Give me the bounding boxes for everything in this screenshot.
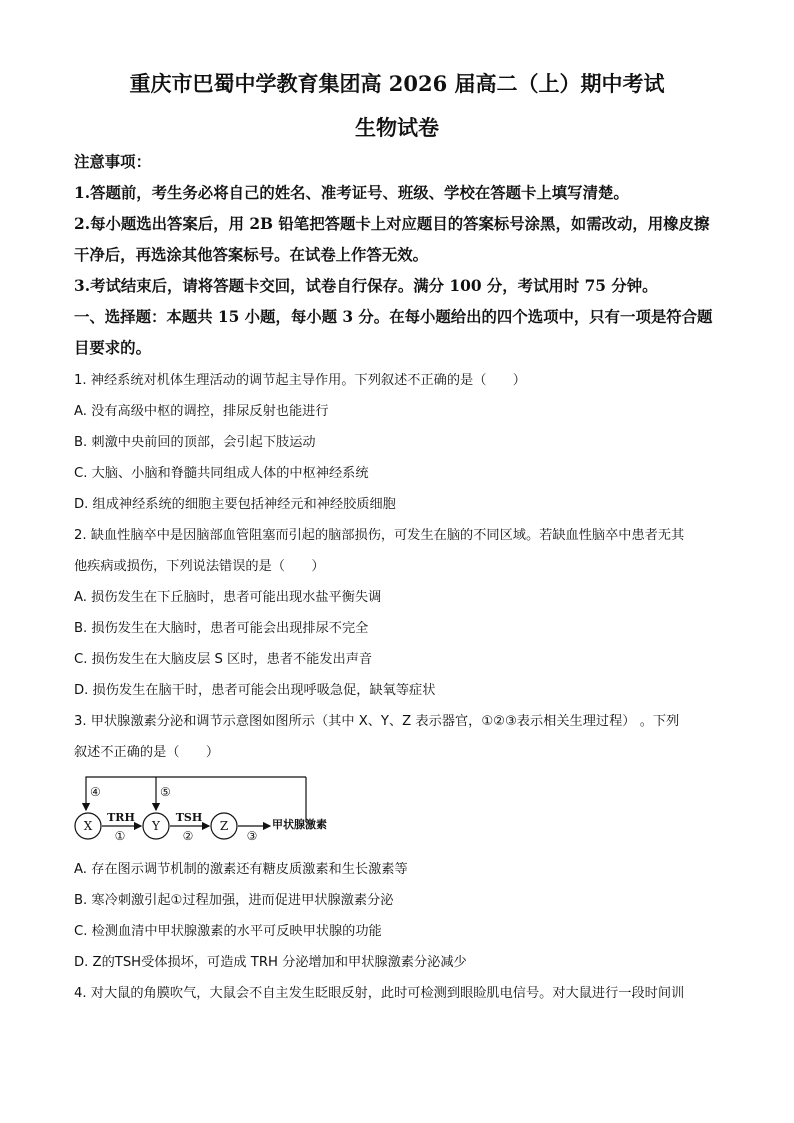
step-3-label: ③	[246, 829, 258, 843]
q4-stem-line-1: 4. 对大鼠的角膜吹气，大鼠会不自主发生眨眼反射，此时可检测到眼睑肌电信号。对大鼠进行一段时间训	[74, 986, 685, 1001]
q2-option-b: B. 损伤发生在大脑时，患者可能会出现排尿不完全	[74, 621, 369, 636]
q1-option-c: C. 大脑、小脑和脊髓共同组成人体的中枢神经系统	[74, 466, 369, 481]
q2-option-a: A. 损伤发生在下丘脑时，患者可能出现水盐平衡失调	[74, 590, 382, 605]
q2-option-c: C. 损伤发生在大脑皮层 S 区时，患者不能发出声音	[74, 652, 373, 667]
q1-option-a: A. 没有高级中枢的调控，排尿反射也能进行	[74, 404, 329, 419]
notice-item-2-line-2: 干净后，再选涂其他答案标号。在试卷上作答无效。	[74, 246, 428, 264]
thyroid-hormone-label: 甲状腺激素	[272, 818, 327, 831]
q2-option-d: D. 损伤发生在脑干时，患者可能会出现呼吸急促，缺氧等症状	[74, 683, 436, 698]
node-x-label: X	[83, 819, 93, 833]
notice-item-2-line-1: 2.每小题选出答案后，用 2B 铅笔把答题卡上对应题目的答案标号涂黑，如需改动，用橡皮擦	[74, 215, 710, 233]
section-1-heading-line-1: 一、选择题：本题共 15 小题，每小题 3 分。在每小题给出的四个选项中，只有一项是符合题	[74, 308, 713, 326]
q3-option-d: D. Z的TSH受体损坏，可造成 TRH 分泌增加和甲状腺激素分泌减少	[74, 955, 467, 970]
step-5-label: ⑤	[160, 785, 171, 799]
q1-option-d: D. 组成神经系统的细胞主要包括神经元和神经胶质细胞	[74, 497, 396, 512]
step-1-label: ①	[114, 829, 126, 843]
trh-label: TRH	[107, 811, 135, 824]
q1-option-b: B. 刺激中央前回的顶部，会引起下肢运动	[74, 435, 316, 450]
q1-stem: 1. 神经系统对机体生理活动的调节起主导作用。下列叙述不正确的是（ ）	[74, 373, 526, 388]
notice-item-3: 3.考试结束后，请将答题卡交回，试卷自行保存。满分 100 分，考试用时 75 分钟。	[74, 277, 658, 295]
exam-subtitle: 生物试卷	[355, 115, 439, 140]
q2-stem-line-2: 他疾病或损伤，下列说法错误的是（ ）	[74, 559, 325, 574]
step-2-label: ②	[182, 829, 194, 843]
q3-stem-line-2: 叙述不正确的是（ ）	[74, 745, 220, 760]
q3-option-a: A. 存在图示调节机制的激素还有糖皮质激素和生长激素等	[74, 862, 408, 877]
thyroid-regulation-diagram	[70, 770, 350, 846]
exam-title: 重庆市巴蜀中学教育集团高 2026 届高二（上）期中考试	[129, 71, 665, 96]
q2-stem-line-1: 2. 缺血性脑卒中是因脑部血管阻塞而引起的脑部损伤，可发生在脑的不同区域。若缺血性脑卒中患者无其	[74, 528, 685, 543]
node-y-label: Y	[152, 819, 160, 833]
q3-option-c: C. 检测血清中甲状腺激素的水平可反映甲状腺的功能	[74, 924, 382, 939]
step-4-label: ④	[90, 785, 101, 799]
q3-option-b: B. 寒冷刺激引起①过程加强，进而促进甲状腺激素分泌	[74, 893, 394, 908]
feedback-line-top	[86, 777, 306, 810]
notice-item-1: 1.答题前，考生务必将自己的姓名、准考证号、班级、学校在答题卡上填写清楚。	[74, 184, 629, 202]
node-z-label: Z	[219, 819, 229, 833]
q3-stem-line-1: 3. 甲状腺激素分泌和调节示意图如图所示（其中 X、Y、Z 表示器官，①②③表示相关生理过程） 。下列	[74, 714, 680, 729]
tsh-label: TSH	[175, 811, 203, 824]
notice-heading: 注意事项：	[74, 153, 151, 171]
section-1-heading-line-2: 目要求的。	[74, 339, 151, 357]
